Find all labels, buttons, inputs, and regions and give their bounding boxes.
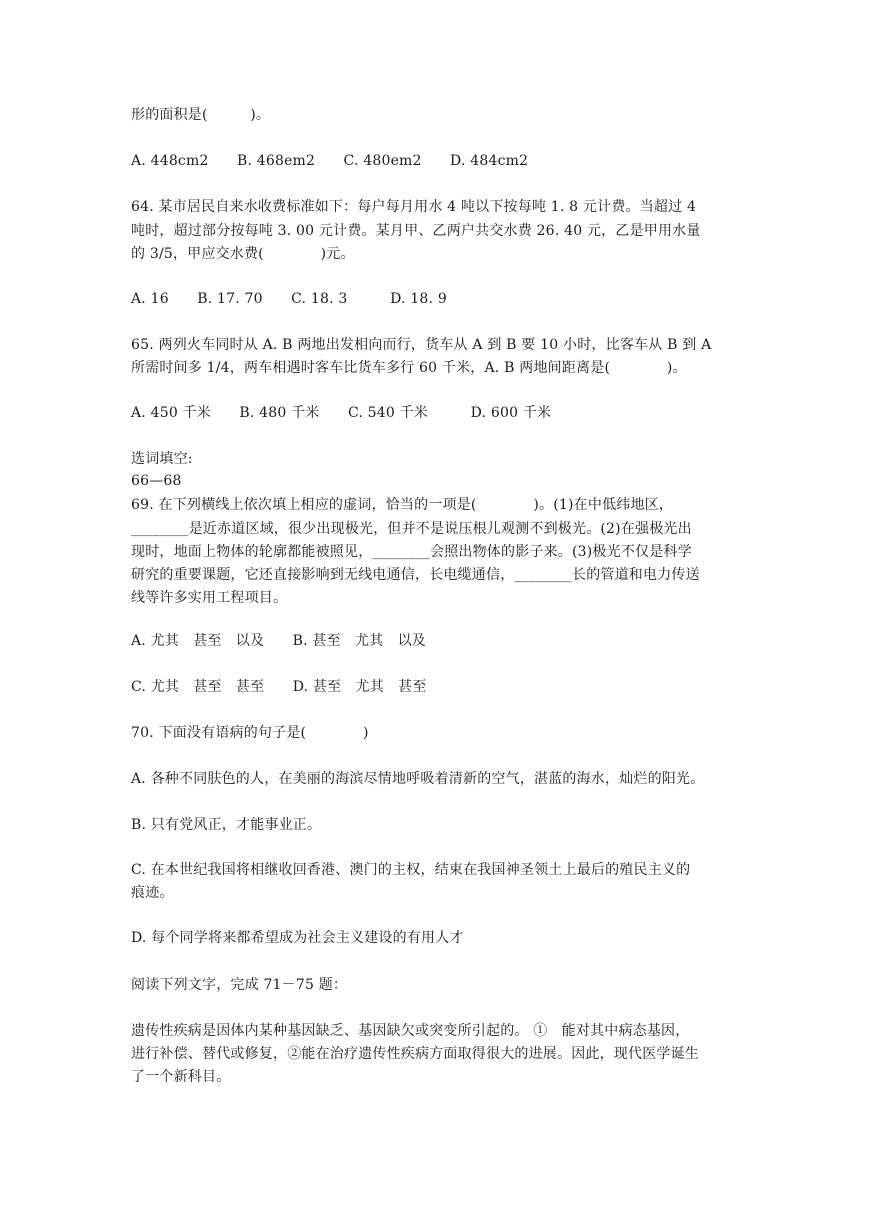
question-range: 66—68: [131, 473, 182, 489]
q69-line: 现时，地面上物体的轮廓都能被照见，________会照出物体的影子来。(3)极光不仅是科学: [131, 544, 692, 560]
q63-options: A. 448cm2 B. 468em2 C. 480em2 D. 484cm2: [131, 153, 529, 169]
q64-line: 的 3/5，甲应交水费( )元。: [131, 246, 355, 262]
q65-line: 所需时间多 1/4，两车相遇时客车比货车多行 60 千米，A. B 两地间距离是( )。: [131, 360, 687, 376]
q70-option-c: C. 在本世纪我国将相继收回香港、澳门的主权，结束在我国神圣领土上最后的殖民主义的: [131, 862, 691, 878]
passage-line: 了一个新科目。: [131, 1069, 231, 1085]
section-heading: 选词填空:: [131, 451, 193, 467]
q69-line: 研究的重要课题，它还直接影响到无线电通信，长电缆通信，________长的管道和电力传送: [131, 567, 700, 583]
q69-options: A. 尤其 甚至 以及 B. 甚至 尤其 以及: [131, 633, 426, 649]
reading-instruction: 阅读下列文字，完成 71－75 题：: [131, 977, 348, 993]
text-line: 形的面积是( )。: [131, 107, 271, 123]
q65-options: A. 450 千米 B. 480 千米 C. 540 千米 D. 600 千米: [131, 405, 552, 421]
passage-line: 遗传性疾病是因体内某种基因缺乏、基因缺欠或突变所引起的。 ① 能对其中病态基因，: [131, 1023, 690, 1039]
q69-line: 69. 在下列横线上依次填上相应的虚词，恰当的一项是( )。(1)在中低纬地区，: [131, 497, 674, 513]
q69-options: C. 尤其 甚至 甚至 D. 甚至 尤其 甚至: [131, 679, 427, 695]
q64-options: A. 16 B. 17. 70 C. 18. 3 D. 18. 9: [131, 291, 447, 307]
q69-line: ________是近赤道区域，很少出现极光，但并不是说压根儿观测不到极光。(2)在强极光出: [131, 521, 692, 537]
q70-option-c: 痕迹。: [131, 885, 174, 901]
q70-line: 70. 下面没有语病的句子是( ): [131, 725, 369, 741]
q65-line: 65. 两列火车同时从 A. B 两地出发相向而行，货车从 A 到 B 要 10 小时，比客车从 B 到 A: [131, 337, 712, 353]
q70-option-b: B. 只有党风正，才能事业正。: [131, 817, 322, 833]
passage-line: 进行补偿、替代或修复，②能在治疗遗传性疾病方面取得很大的进展。因此，现代医学诞生: [131, 1046, 699, 1062]
q64-line: 吨时，超过部分按每吨 3. 00 元计费。某月甲、乙两户共交水费 26. 40 元，乙是甲用水量: [131, 223, 701, 239]
q70-option-d: D. 每个同学将来都希望成为社会主义建设的有用人才: [131, 930, 464, 946]
q69-line: 线等许多实用工程项目。: [131, 590, 288, 606]
q70-option-a: A. 各种不同肤色的人，在美丽的海滨尽情地呼吸着清新的空气，湛蓝的海水，灿烂的阳光。: [131, 771, 705, 787]
q64-line: 64. 某市居民自来水收费标准如下：每户每月用水 4 吨以下按每吨 1. 8 元计费。当超过 4: [131, 199, 697, 215]
